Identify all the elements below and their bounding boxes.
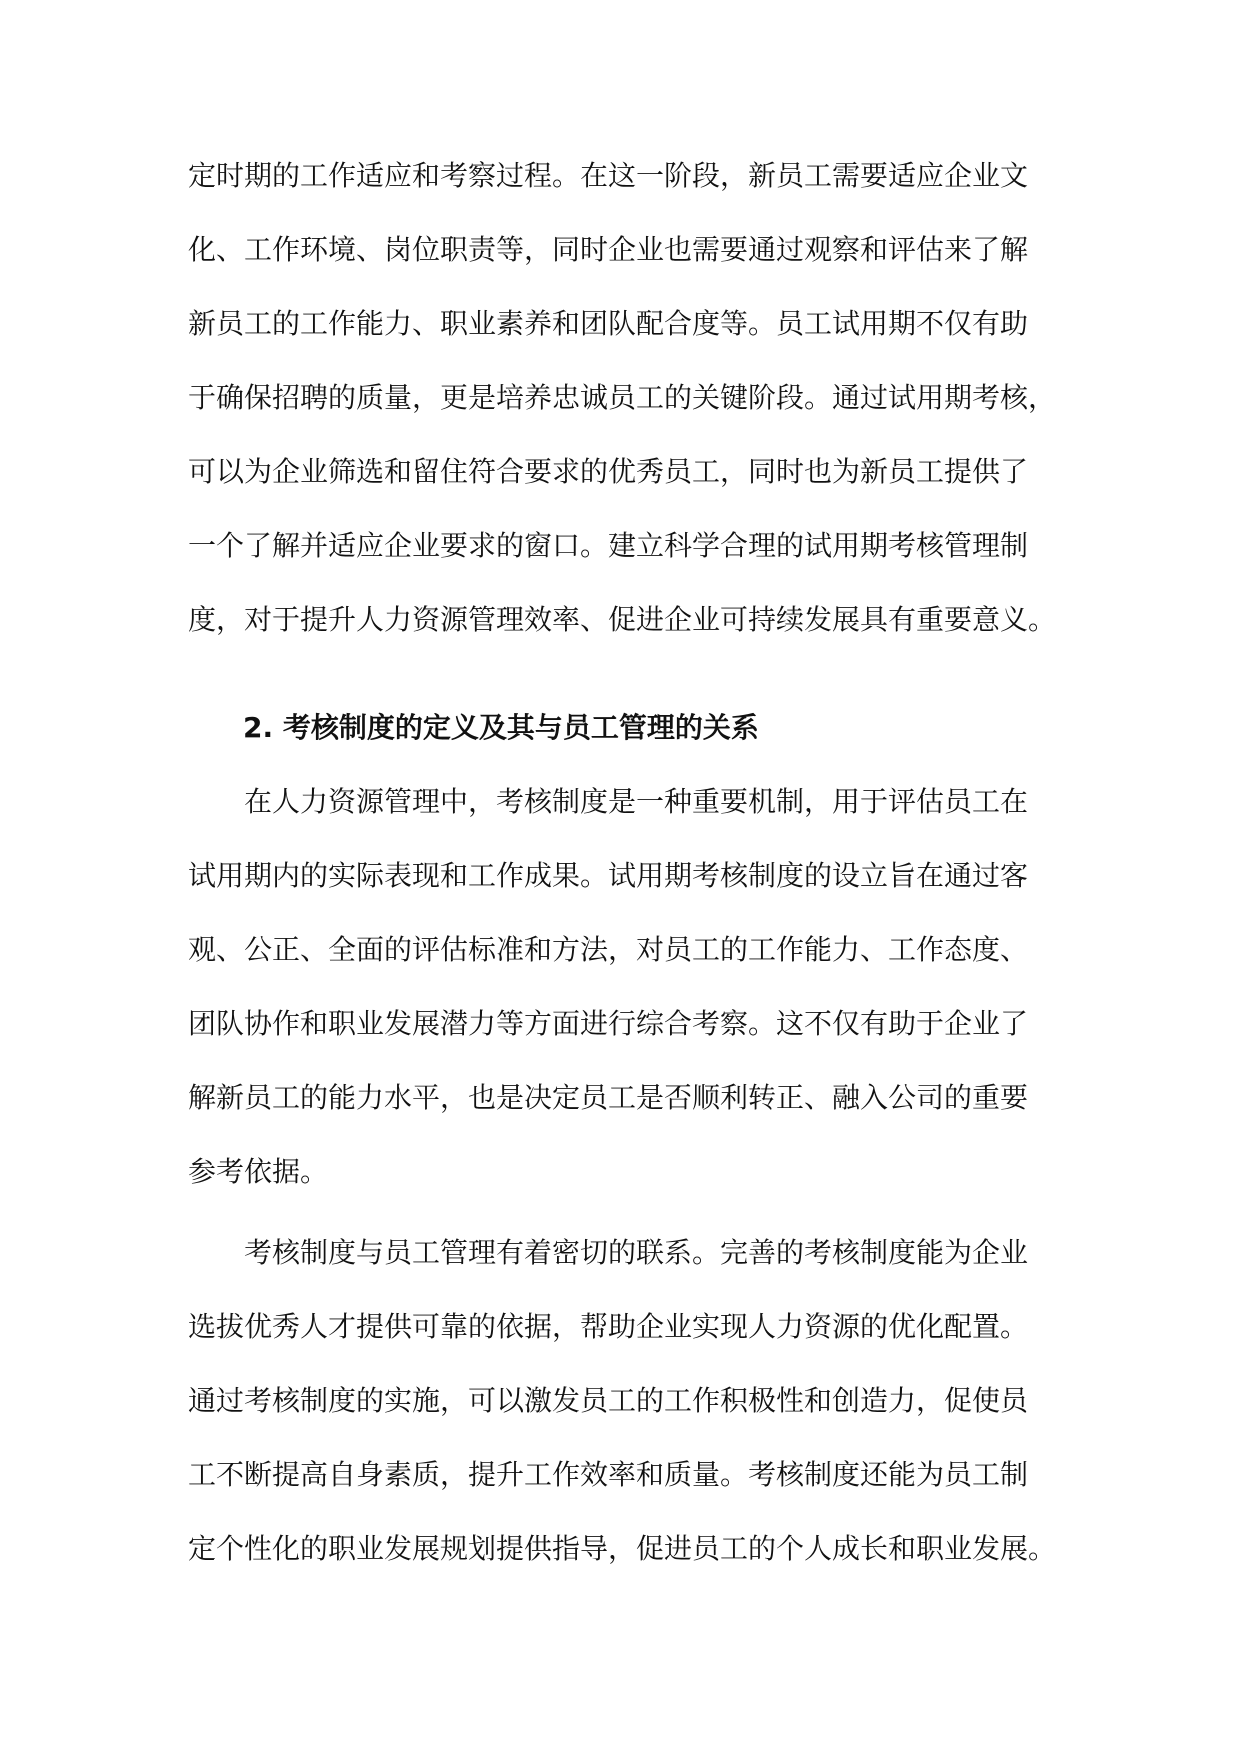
paragraph-line: 可以为企业筛选和留住符合要求的优秀员工，同时也为新员工提供了 (188, 455, 1029, 488)
paragraph-line: 参考依据。 (188, 1155, 329, 1188)
paragraph-line: 选拔优秀人才提供可靠的依据，帮助企业实现人力资源的优化配置。 (188, 1310, 1029, 1343)
paragraph-line: 一个了解并适应企业要求的窗口。建立科学合理的试用期考核管理制 (188, 529, 1029, 562)
paragraph-line: 考核制度与员工管理有着密切的联系。完善的考核制度能为企业 (188, 1236, 1029, 1269)
paragraph-line: 化、工作环境、岗位职责等，同时企业也需要通过观察和评估来了解 (188, 233, 1029, 266)
paragraph-line: 定时期的工作适应和考察过程。在这一阶段，新员工需要适应企业文 (188, 159, 1029, 192)
paragraph-line: 通过考核制度的实施，可以激发员工的工作积极性和创造力，促使员 (188, 1384, 1029, 1417)
paragraph-2 (188, 765, 1058, 1209)
paragraph-line: 定个性化的职业发展规划提供指导，促进员工的个人成长和职业发展。 (188, 1532, 1057, 1565)
paragraph-1 (188, 139, 1058, 657)
paragraph-3 (188, 1216, 1058, 1586)
paragraph-line: 于确保招聘的质量，更是培养忠诚员工的关键阶段。通过试用期考核， (188, 381, 1057, 414)
paragraph-line: 解新员工的能力水平，也是决定员工是否顺利转正、融入公司的重要 (188, 1081, 1029, 1114)
paragraph-line: 工不断提高自身素质，提升工作效率和质量。考核制度还能为员工制 (188, 1458, 1029, 1491)
paragraph-line: 观、公正、全面的评估标准和方法，对员工的工作能力、工作态度、 (188, 933, 1029, 966)
paragraph-line: 新员工的工作能力、职业素养和团队配合度等。员工试用期不仅有助 (188, 307, 1029, 340)
paragraph-line: 团队协作和职业发展潜力等方面进行综合考察。这不仅有助于企业了 (188, 1007, 1029, 1040)
section-heading: 2. 考核制度的定义及其与员工管理的关系 (243, 711, 759, 744)
paragraph-line: 在人力资源管理中，考核制度是一种重要机制，用于评估员工在 (188, 785, 1029, 818)
paragraph-line: 度，对于提升人力资源管理效率、促进企业可持续发展具有重要意义。 (188, 603, 1057, 636)
paragraph-line: 试用期内的实际表现和工作成果。试用期考核制度的设立旨在通过客 (188, 859, 1029, 892)
